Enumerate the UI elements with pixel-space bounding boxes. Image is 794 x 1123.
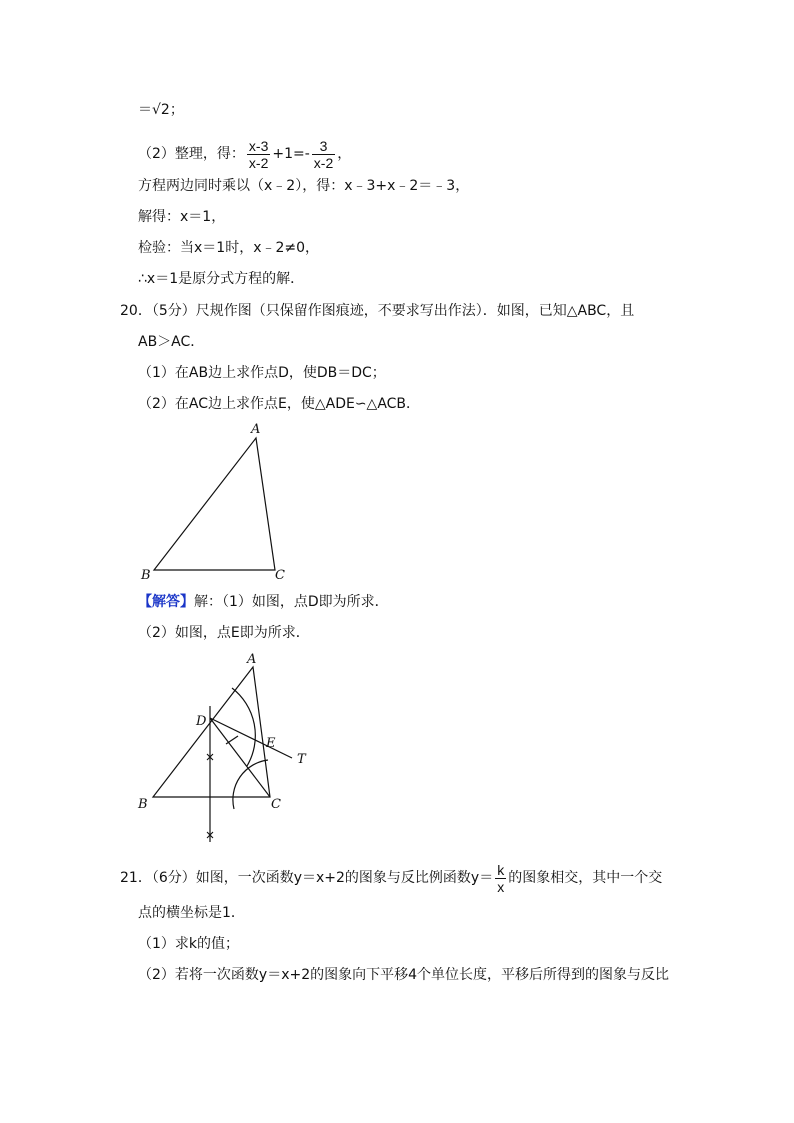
label-e: E: [266, 736, 276, 751]
vertex-label-c: C: [275, 568, 285, 583]
answer-line-2: （2）如图，点E即为所求．: [138, 625, 310, 641]
answer-tag: 【解答】: [138, 594, 194, 610]
problem-21-condition: 点的横坐标是1．: [138, 905, 245, 921]
label-t: T: [297, 752, 306, 767]
fraction-k-over-x: [495, 862, 506, 895]
answer-text-1: 解：（1）如图，点D即为所求．: [194, 594, 389, 610]
part2-prefix: （2）整理，得：: [138, 146, 245, 162]
label-d: D: [196, 714, 207, 729]
problem-21-part2: （2）若将一次函数y＝x+2的图象向下平移4个单位长度，平移后所得到的图象与反比: [138, 967, 670, 983]
fraction-2-numerator: 3: [312, 138, 335, 155]
fraction-1-numerator: x-3: [248, 137, 269, 154]
label-a: A: [247, 652, 257, 667]
problem-20-part1: （1）在AB边上求作点D，使DB＝DC；: [138, 365, 386, 381]
problem-21-text-a: 21．（6分）如图，一次函数y＝x+2的图象与反比例函数y＝: [120, 870, 494, 886]
fraction-k-denominator: x: [497, 878, 505, 895]
vertex-label-a: A: [251, 422, 261, 437]
solve-step: 解得：x＝1，: [138, 209, 226, 225]
label-b: B: [138, 797, 148, 812]
problem-21-text-b: 的图象相交，其中一个交: [508, 870, 663, 886]
ray-dt: [210, 718, 292, 758]
fraction-2-denominator: x-2: [313, 154, 334, 171]
problem-20-part2: （2）在AC边上求作点E，使△ADE∽△ACB．: [138, 396, 421, 412]
sqrt-result: ＝√2；: [138, 102, 184, 118]
label-c: C: [271, 797, 281, 812]
plus-one: +1=-: [272, 146, 310, 162]
problem-21-part1: （1）求k的值；: [138, 936, 240, 952]
arc-tick: [226, 736, 238, 744]
arc-upper: [232, 688, 255, 766]
comma: ，: [337, 146, 352, 162]
problem-21-statement: [120, 858, 662, 898]
check-step: 检验：当x＝1时，x﹣2≠0，: [138, 240, 320, 256]
vertex-label-b: B: [141, 568, 151, 583]
multiply-step: 方程两边同时乘以（x﹣2），得：x﹣3+x﹣2＝﹣3，: [138, 178, 470, 194]
fraction-k-numerator: k: [497, 861, 505, 878]
problem-20-condition: AB＞AC．: [138, 334, 205, 350]
fraction-1-denominator: x-2: [248, 154, 269, 171]
conclusion-step: ∴x＝1是原分式方程的解．: [138, 271, 305, 287]
problem-20-statement: 20．（5分）尺规作图（只保留作图痕迹，不要求写出作法）．如图，已知△ABC，且: [120, 303, 635, 319]
triangle-abc-construction: [153, 667, 270, 797]
arc-lower: [233, 760, 268, 809]
